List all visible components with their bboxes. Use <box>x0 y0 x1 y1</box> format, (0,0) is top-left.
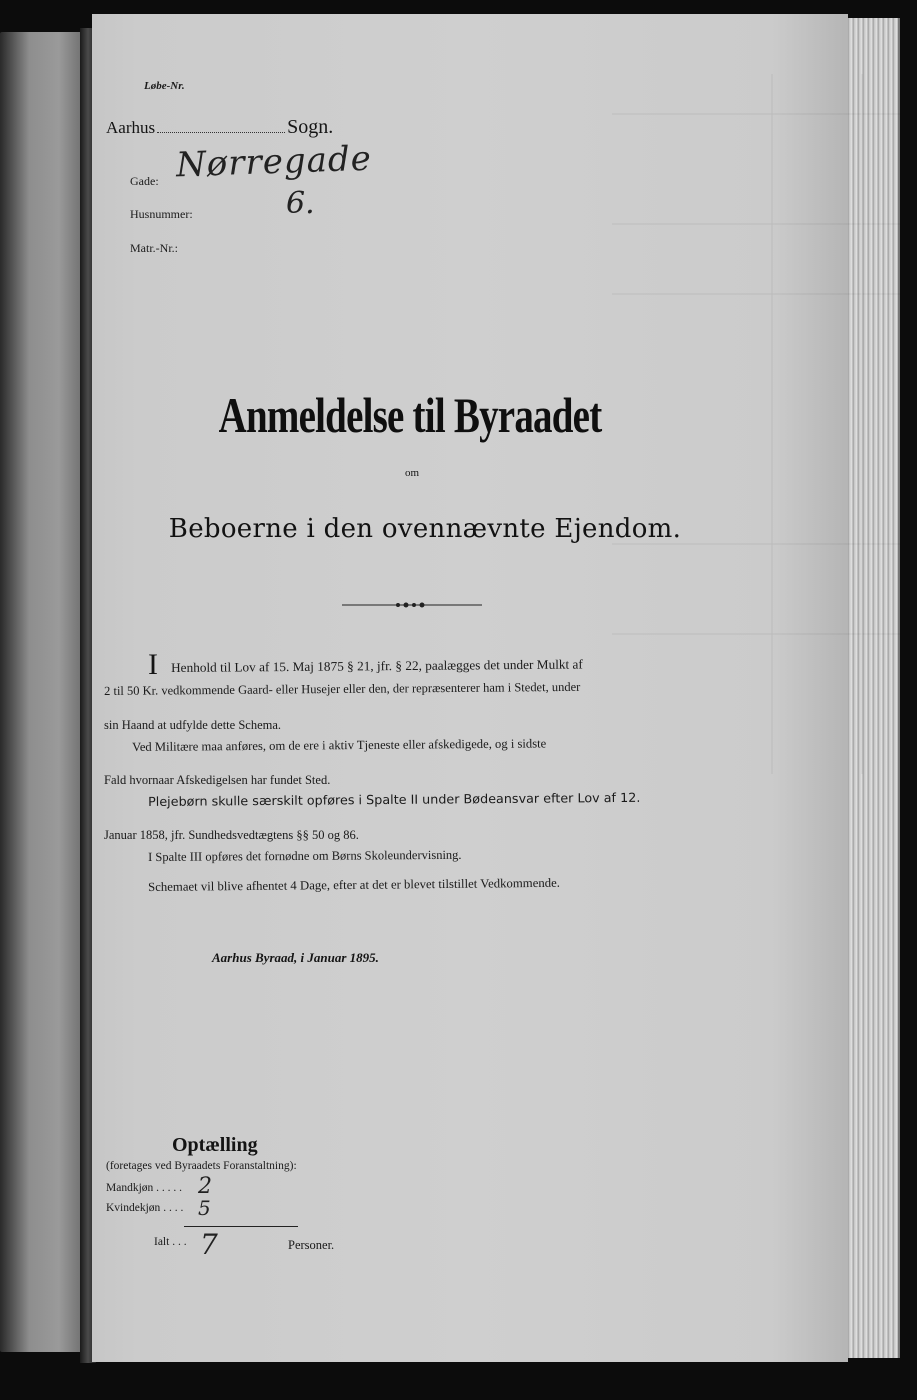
total-row <box>154 1236 187 1248</box>
body-line-9: Schemaet vil blive afhentet 4 Dage, efter at det er blevet tilstillet Vedkommende. <box>148 875 560 894</box>
male-row <box>106 1182 182 1194</box>
total-label: Ialt <box>154 1236 170 1248</box>
facing-page-edge <box>0 32 84 1352</box>
body-line-1: Henhold til Lov af 15. Maj 1875 § 21, jfr. § 22, paalægges det under Mulkt af <box>171 656 583 675</box>
document-page <box>92 14 848 1362</box>
male-label: Mandkjøn <box>106 1182 154 1194</box>
house-number-value-handwritten: 6. <box>286 186 315 221</box>
male-leader-dots: . . . . . <box>153 1182 183 1194</box>
street-value-handwritten: Nørregade <box>175 138 373 186</box>
body-line-8: I Spalte III opføres det fornødne om Børns Skoleundervisning. <box>148 847 462 864</box>
parish-dotted-line <box>157 132 285 133</box>
parish-suffix: Sogn. <box>287 116 334 138</box>
body-line-6: Plejebørn skulle særskilt opføres i Spalte II under Bødeansvar efter Lov af 12. <box>148 789 641 809</box>
parish-line <box>106 116 333 139</box>
street-label: Gade: <box>130 174 159 188</box>
issuer-signature-line: Aarhus Byraad, i Januar 1895. <box>212 950 379 965</box>
body-line-2: 2 til 50 Kr. vedkommende Gaard- eller Husejer eller den, der repræsenterer ham i Stedet, under <box>104 679 581 698</box>
drop-cap: I <box>148 648 158 681</box>
body-line-4: Ved Militære maa anføres, om de ere i aktiv Tjeneste eller afskedigede, og i sidste <box>132 736 547 754</box>
persons-label: Personer. <box>288 1238 335 1252</box>
body-line-5: Fald hvornaar Afskedigelsen har fundet Sted. <box>104 773 331 787</box>
tally-subheading: (foretages ved Byraadets Foranstaltning): <box>106 1160 297 1172</box>
matr-label: Matr.-Nr.: <box>130 241 178 255</box>
female-label: Kvindekjøn <box>106 1202 161 1214</box>
house-number-label: Husnummer: <box>130 207 193 221</box>
body-line-3: sin Haand at udfylde dette Schema. <box>104 718 282 732</box>
document-title: Anmeldelse til Byraadet <box>218 387 602 443</box>
total-count-handwritten: 7 <box>200 1228 218 1261</box>
title-connector: om <box>404 467 420 479</box>
parish-name: Aarhus <box>106 118 156 137</box>
female-count-handwritten: 5 <box>198 1196 211 1220</box>
body-line-7: Januar 1858, jfr. Sundhedsvedtægtens §§ 50 og 86. <box>104 828 359 842</box>
tally-heading: Optælling <box>172 1134 258 1156</box>
tally-sum-rule <box>184 1226 298 1227</box>
document-subtitle: Beboerne i den ovennævnte Ejendom. <box>168 514 682 544</box>
total-leader-dots: . . . <box>169 1236 187 1248</box>
lobe-nr-label: Løbe-Nr. <box>144 80 185 92</box>
male-count-handwritten: 2 <box>198 1174 212 1199</box>
ornament-divider <box>342 598 482 612</box>
female-leader-dots: . . . . <box>160 1202 184 1214</box>
bleed-through-texture <box>612 74 917 774</box>
female-row <box>106 1202 183 1214</box>
